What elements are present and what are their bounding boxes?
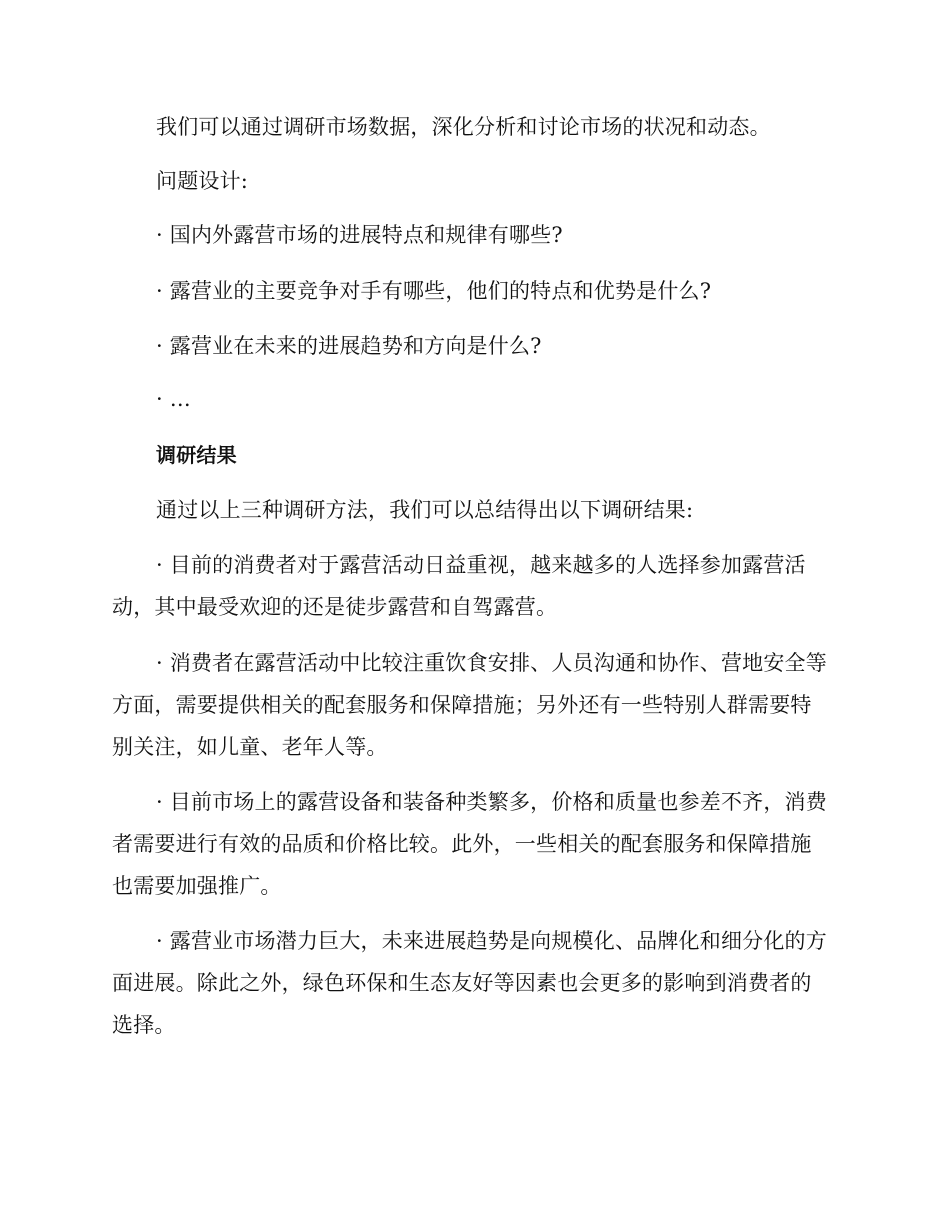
result-paragraph: · 目前的消费者对于露营活动日益重视，越来越多的人选择参加露营活动，其中最受欢迎的还是徒步露营和自驾露营。: [112, 553, 806, 619]
question-design-label: 问题设计:: [156, 169, 249, 193]
results-intro: 通过以上三种调研方法，我们可以总结得出以下调研结果:: [156, 498, 694, 522]
result-paragraph: · 目前市场上的露营设备和装备种类繁多，价格和质量也参差不齐，消费者需要进行有效的品质和价格比较。此外，一些相关的配套服务和保障措施也需要加强推广。: [112, 790, 827, 898]
results-heading: 调研结果: [156, 443, 237, 467]
question-item: · 国内外露营市场的进展特点和规律有哪些?: [156, 223, 563, 247]
intro-paragraph: 我们可以通过调研市场数据，深化分析和讨论市场的状况和动态。: [156, 115, 771, 139]
result-paragraph: · 露营业市场潜力巨大，未来进展趋势是向规模化、品牌化和细分化的方面进展。除此之外，绿色环保和生态友好等因素也会更多的影响到消费者的选择。: [112, 929, 827, 1037]
question-item: · …: [156, 387, 191, 411]
question-item: · 露营业的主要竞争对手有哪些，他们的特点和优势是什么?: [156, 279, 712, 303]
result-paragraph: · 消费者在露营活动中比较注重饮食安排、人员沟通和协作、营地安全等方面，需要提供相关的配套服务和保障措施；另外还有一些特别人群需要特别关注，如儿童、老年人等。: [112, 651, 827, 759]
question-item: · 露营业在未来的进展趋势和方向是什么?: [156, 334, 542, 358]
